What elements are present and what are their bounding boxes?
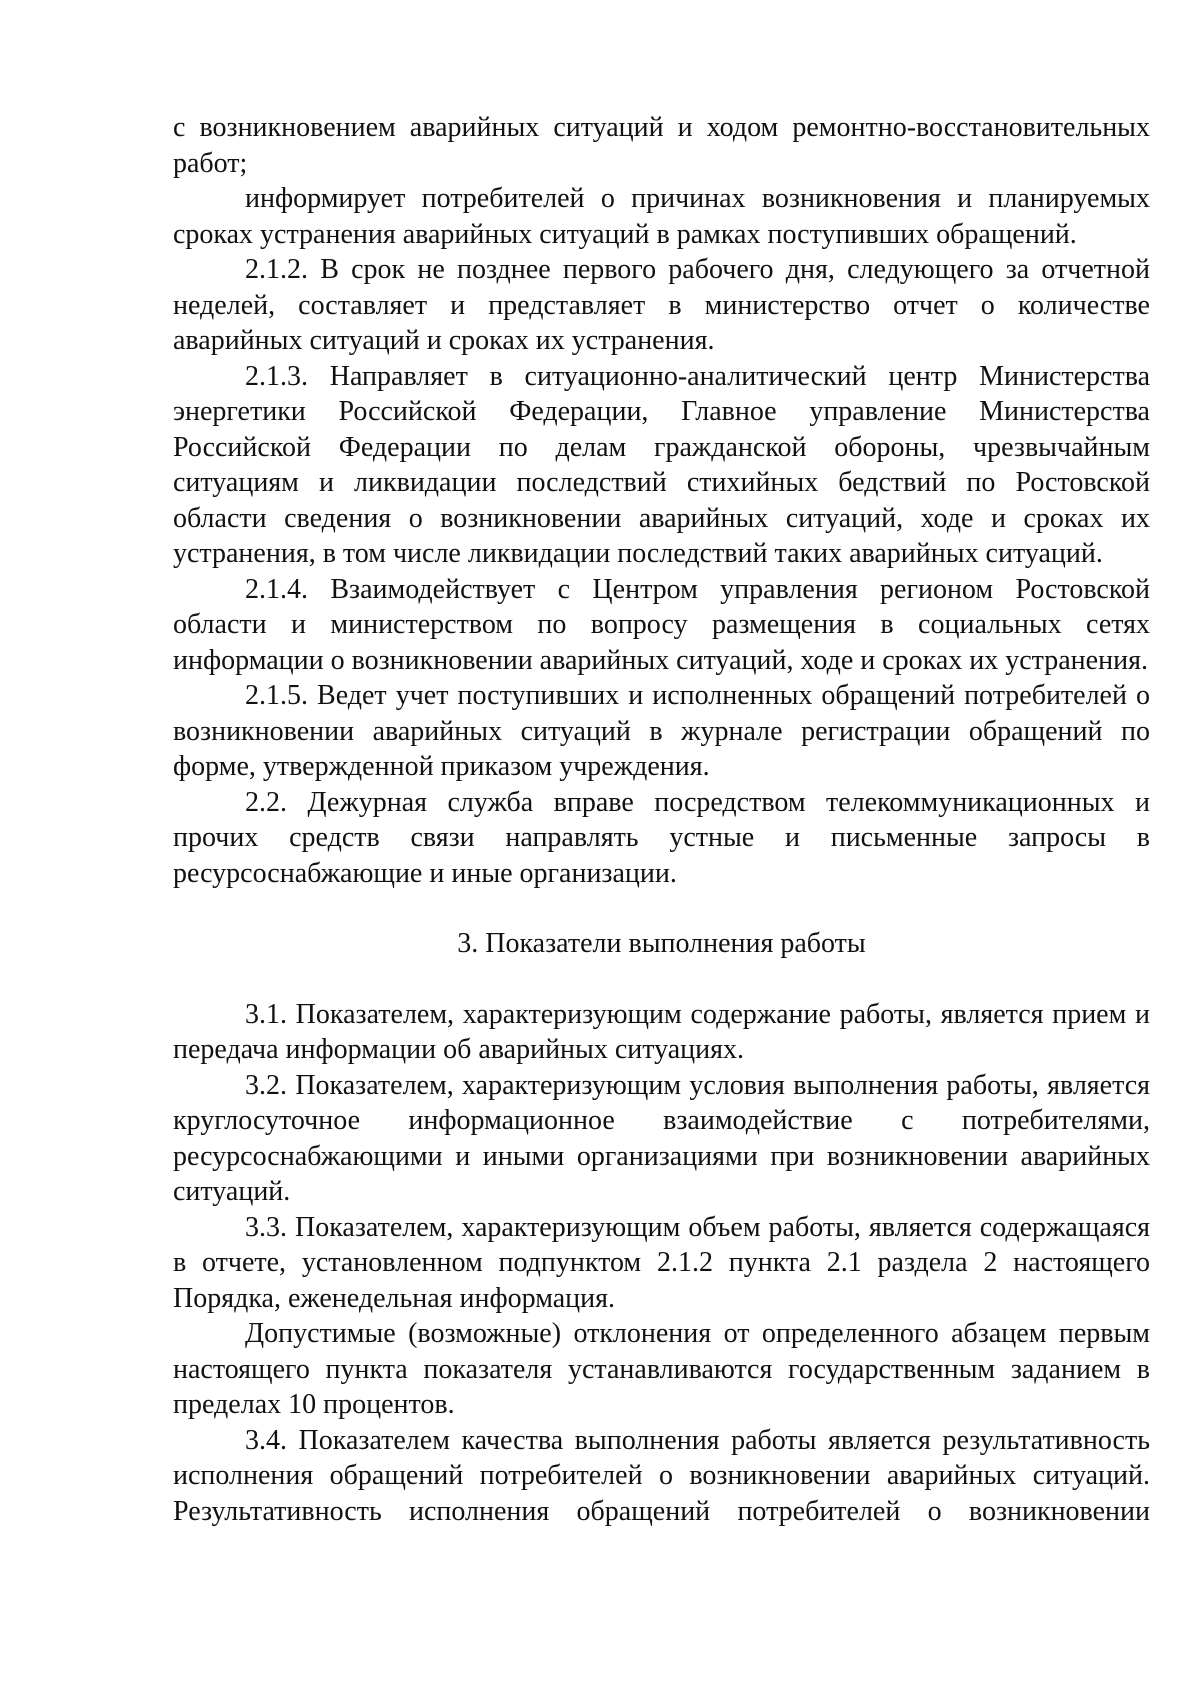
paragraph-2-2: 2.2. Дежурная служба вправе посредством телекоммуникационных и прочих средств связи направлять устные и письменные запросы в ресурсоснабжающие и иные организации. <box>173 786 1150 889</box>
paragraph-3-4: 3.4. Показателем качества выполнения работы является результативность исполнения обращений потребителей о возникновении аварийных ситуаций. Результативность исполнения обращений потребителей о возникновении <box>173 1424 1150 1527</box>
paragraph-2-1-3: 2.1.3. Направляет в ситуационно-аналитический центр Министерства энергетики Российской Федерации, Главное управление Министерства Российской Федерации по делам гражданской обороны, чрезвычайным ситуациям и ликвидации последствий стихийных бедствий по Ростовской области сведения о возникновении аварийных ситуаций, ходе и сроках их устранения, в том числе ликвидации последствий таких аварийных ситуаций. <box>173 360 1150 569</box>
paragraph-2-1-2: 2.1.2. В срок не позднее первого рабочего дня, следующего за отчетной неделей, составляет и представляет в министерство отчет о количестве аварийных ситуаций и сроках их устранения. <box>173 254 1150 356</box>
paragraph-3-2: 3.2. Показателем, характеризующим условия выполнения работы, является круглосуточное информационное взаимодействие с потребителями, ресурсоснабжающими и иными организациями при возникновении аварийных ситуаций. <box>173 1069 1150 1207</box>
paragraph-3-3: 3.3. Показателем, характеризующим объем работы, является содержащаяся в отчете, установленном подпунктом 2.1.2 пункта 2.1 раздела 2 настоящего Порядка, еженедельная информация. <box>173 1211 1150 1314</box>
paragraph-3-1: 3.1. Показателем, характеризующим содержание работы, является прием и передача информации об аварийных ситуациях. <box>173 998 1150 1065</box>
paragraph-continuation: с возникновением аварийных ситуаций и ходом ремонтно-восстановительных работ; <box>173 112 1150 179</box>
paragraph-3-3-deviations: Допустимые (возможные) отклонения от определенного абзацем первым настоящего пункта показателя устанавливаются государственным заданием в пределах 10 процентов. <box>173 1318 1150 1420</box>
paragraph-inform-consumers: информирует потребителей о причинах возникновения и планируемых сроках устранения аварийных ситуаций в рамках поступивших обращений. <box>173 183 1150 250</box>
paragraph-2-1-5: 2.1.5. Ведет учет поступивших и исполненных обращений потребителей о возникновении аварийных ситуаций в журнале регистрации обращений по форме, утвержденной приказом учреждения. <box>173 680 1150 782</box>
document-page <box>173 110 1150 1529</box>
section-heading: 3. Показатели выполнения работы <box>457 928 866 959</box>
paragraph-2-1-4: 2.1.4. Взаимодействует с Центром управления регионом Ростовской области и министерством по вопросу размещения в социальных сетях информации о возникновении аварийных ситуаций, ходе и сроках их устранения. <box>173 573 1150 676</box>
